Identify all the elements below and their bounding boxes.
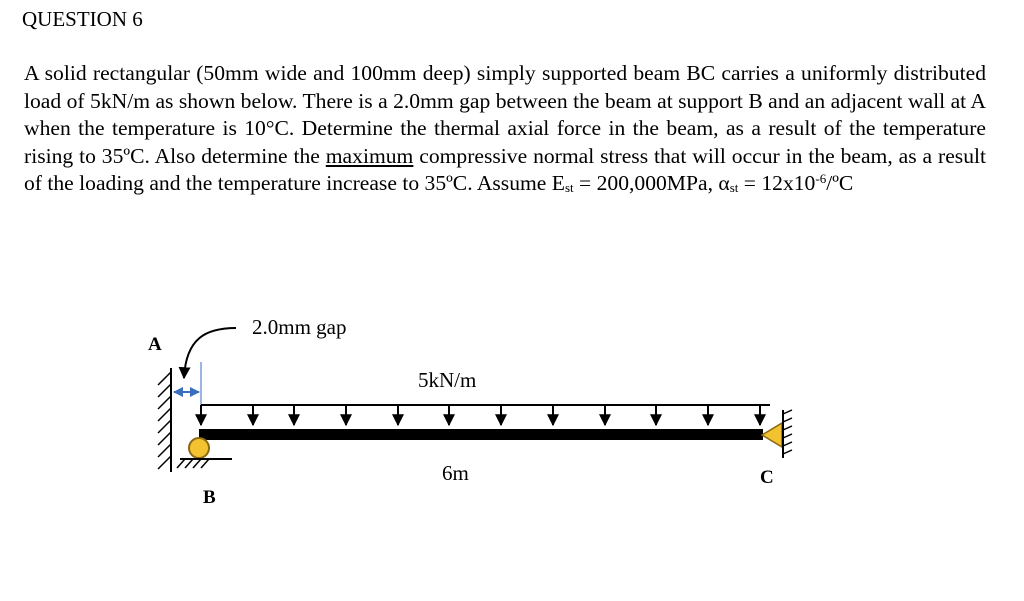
pin-support-b: [177, 438, 232, 468]
wall-a: [158, 368, 171, 472]
question-text-part2: compressive normal stress that will occur in the beam, as a result of the loading and the temperature increase to 35ºC. Assume E: [24, 143, 986, 195]
question-text-part3: = 200,000MPa, α: [573, 171, 730, 195]
label-a: A: [148, 334, 162, 355]
label-gap: 2.0mm gap: [252, 315, 347, 339]
superscript-exponent: -6: [815, 171, 827, 186]
question-text-part4: = 12x10: [738, 171, 816, 195]
question-emphasis-maximum: maximum: [325, 143, 414, 168]
label-c: C: [760, 467, 774, 488]
support-c: [762, 410, 792, 458]
label-b: B: [203, 487, 216, 508]
gap-leader-arrow: [184, 328, 236, 378]
label-load: 5kN/m: [418, 368, 477, 392]
label-span: 6m: [442, 461, 469, 485]
question-text-part5: /ºC: [826, 171, 854, 195]
question-heading: QUESTION 6: [22, 7, 143, 31]
question-text-part1: A solid rectangular (50mm wide and 100mm deep) simply supported beam BC carries a uniformly distributed load of 5kN/m as shown below. There is a 2.0mm gap between the beam at support B and an adjacent wall at A when the temperature is 10°C. Determine the thermal axial force in the beam, as a result of the temperature rising to 35ºC. Also determine the: [24, 61, 986, 168]
beam-bc: [199, 429, 763, 440]
subscript-st-modulus: st: [564, 180, 574, 195]
distributed-load: [201, 405, 770, 425]
subscript-st-alpha: st: [729, 180, 739, 195]
